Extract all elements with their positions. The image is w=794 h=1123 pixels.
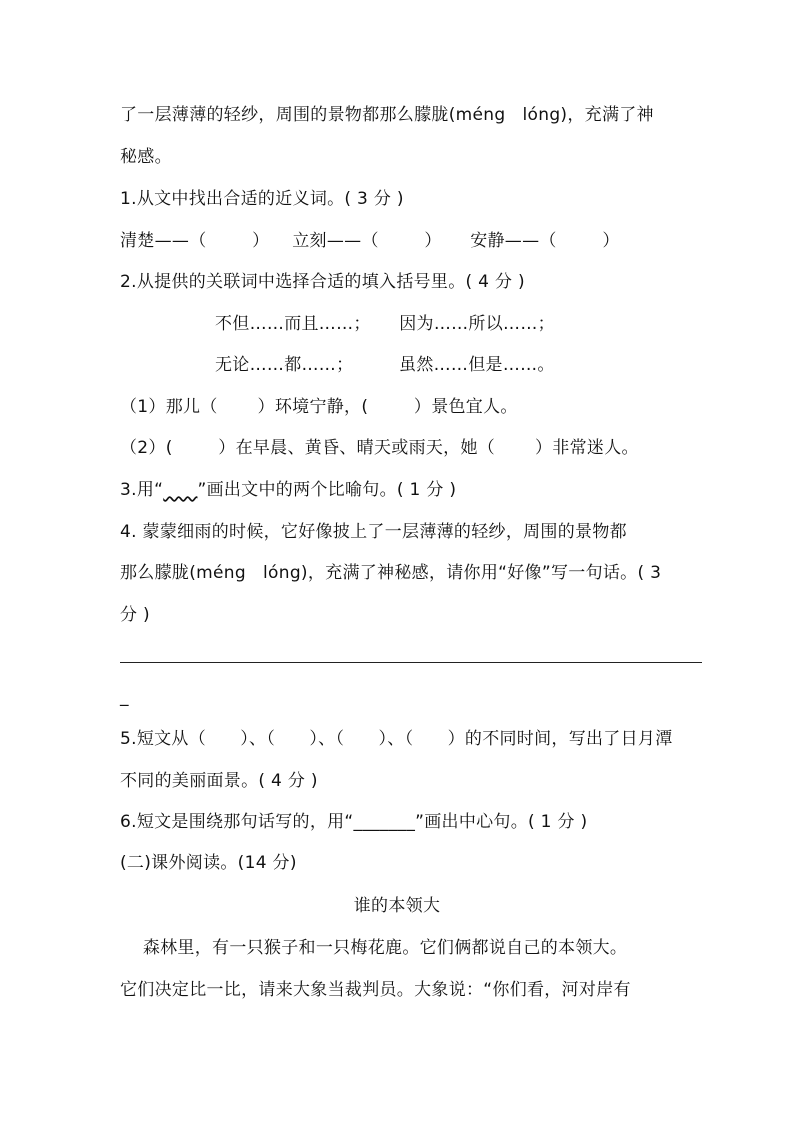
question-2-sentence-2: （2）( ）在早晨、黄昏、晴天或雨天，她（ ）非常迷人。: [120, 438, 639, 458]
story-line-2: 它们决定比一比，请来大象当裁判员。大象说：“你们看，河对岸有: [120, 980, 631, 1000]
answer-line-tail: _: [120, 687, 129, 707]
section-2-heading: (二)课外阅读。(14 分): [120, 853, 297, 873]
question-5-line-2: 不同的美丽面景。( 4 分 ): [120, 771, 318, 791]
question-4-line-1: 4. 蒙蒙细雨的时候，它好像披上了一层薄薄的轻纱，周围的景物都: [120, 522, 627, 542]
question-2-sentence-1: （1）那儿（ ）环境宁静，( ）景色宜人。: [120, 397, 518, 417]
passage-line-2: 秘感。: [120, 147, 172, 167]
question-3-prefix: 3.用“: [120, 480, 164, 500]
question-3: [120, 479, 456, 501]
wavy-line-mark: [163, 480, 197, 500]
question-3-suffix: ”画出文中的两个比喻句。( 1 分 ): [197, 480, 457, 500]
answer-writing-line: [120, 662, 702, 663]
question-2: 2.从提供的关联词中选择合适的填入括号里。( 4 分 ): [120, 272, 525, 292]
question-4-line-3: 分 ): [120, 605, 150, 625]
conjunction-options-1: 不但……而且……； 因为……所以……；: [215, 314, 555, 334]
question-5-line-1: 5.短文从（ ）、（ ）、（ ）、（ ）的不同时间，写出了日月潭: [120, 729, 673, 749]
conjunction-options-2: 无论……都……； 虽然……但是……。: [215, 355, 555, 375]
story-line-1: 森林里，有一只猴子和一只梅花鹿。它们俩都说自己的本领大。: [120, 938, 628, 958]
question-1-answers: 清楚——（ ） 立刻——（ ） 安静——（ ）: [120, 231, 620, 251]
story-title: 谁的本领大: [353, 896, 441, 916]
passage-line-1: 了一层薄薄的轻纱，周围的景物都那么朦胧(méng lóng)，充满了神: [120, 105, 654, 125]
question-1: 1.从文中找出合适的近义词。( 3 分 ): [120, 189, 404, 209]
question-4-line-2: 那么朦胧(méng lóng)，充满了神秘感，请你用“好像”写一句话。( 3: [120, 563, 662, 583]
question-6: 6.短文是围绕那句话写的，用“_______”画出中心句。( 1 分 ): [120, 812, 588, 832]
